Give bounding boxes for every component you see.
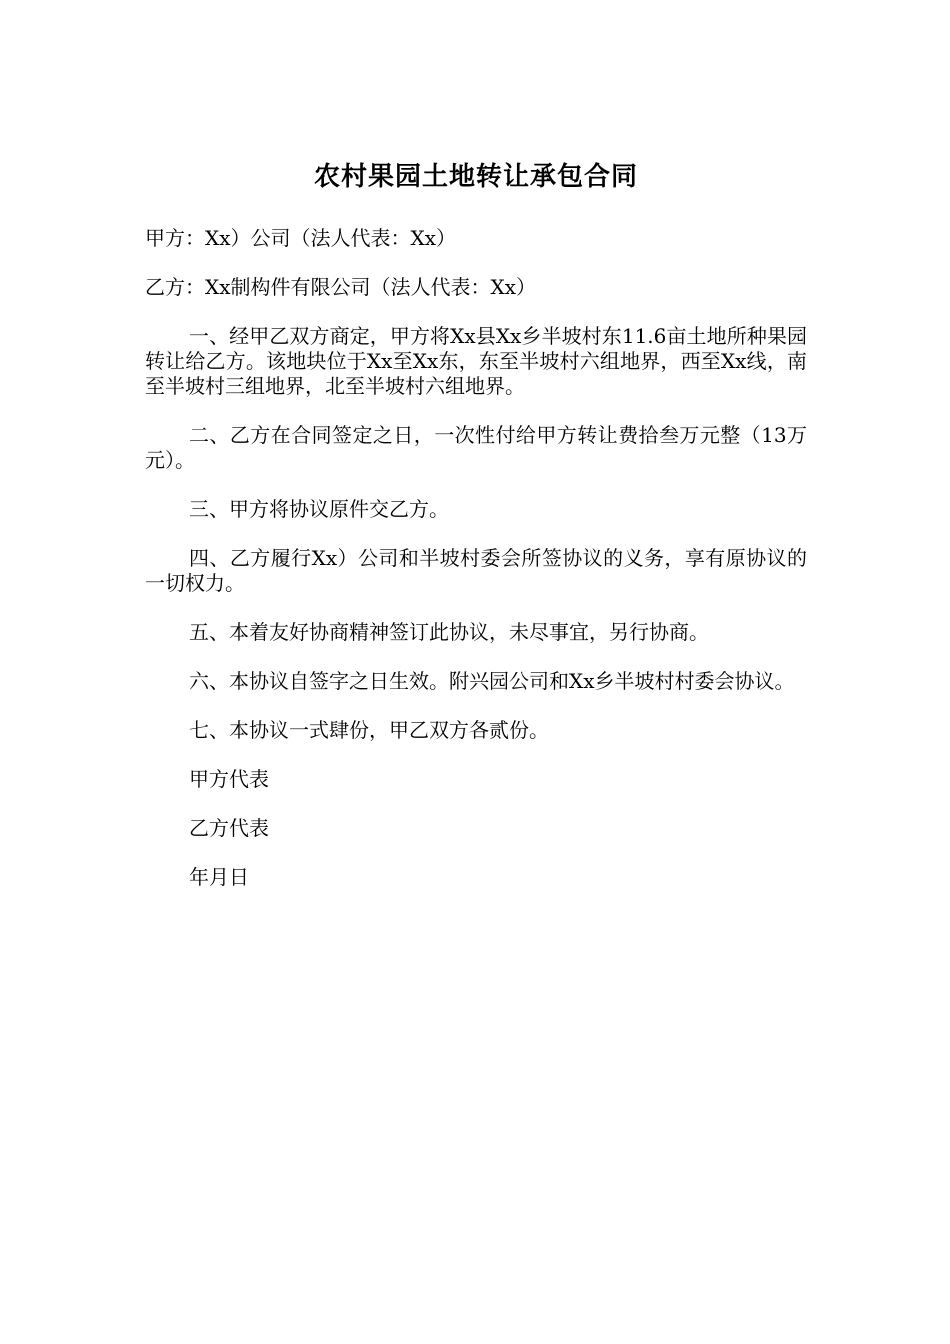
clause-3: 三、甲方将协议原件交乙方。	[189, 497, 449, 521]
clause-7: 七、本协议一式肆份，甲乙双方各贰份。	[189, 718, 549, 742]
clause-6: 六、本协议自签字之日生效。附兴园公司和Xx乡半坡村村委会协议。	[189, 669, 795, 693]
party-a-representative: 甲方代表	[189, 767, 269, 791]
clause-4: 四、乙方履行Xx）公司和半坡村委会所签协议的义务，享有原协议的一切权力。	[145, 546, 807, 595]
party-b-representative: 乙方代表	[189, 816, 269, 840]
signing-date: 年月日	[189, 865, 249, 889]
clause-2: 二、乙方在合同签定之日，一次性付给甲方转让费拾叁万元整（13万元）。	[145, 423, 807, 472]
clause-1: 一、经甲乙双方商定，甲方将Xx县Xx乡半坡村东11.6亩土地所种果园转让给乙方。该地块位于Xx至Xx东，东至半坡村六组地界，西至Xx线，南至半坡村三组地界，北至半坡村六组地界。	[145, 324, 807, 398]
document-title: 农村果园土地转让承包合同	[313, 162, 638, 192]
contract-body	[145, 158, 807, 914]
party-b-line: 乙方：Xx制构件有限公司（法人代表：Xx）	[145, 275, 537, 299]
clause-5: 五、本着友好协商精神签订此协议，未尽事宜，另行协商。	[189, 620, 709, 644]
party-a-line: 甲方：Xx）公司（法人代表：Xx）	[145, 226, 457, 250]
